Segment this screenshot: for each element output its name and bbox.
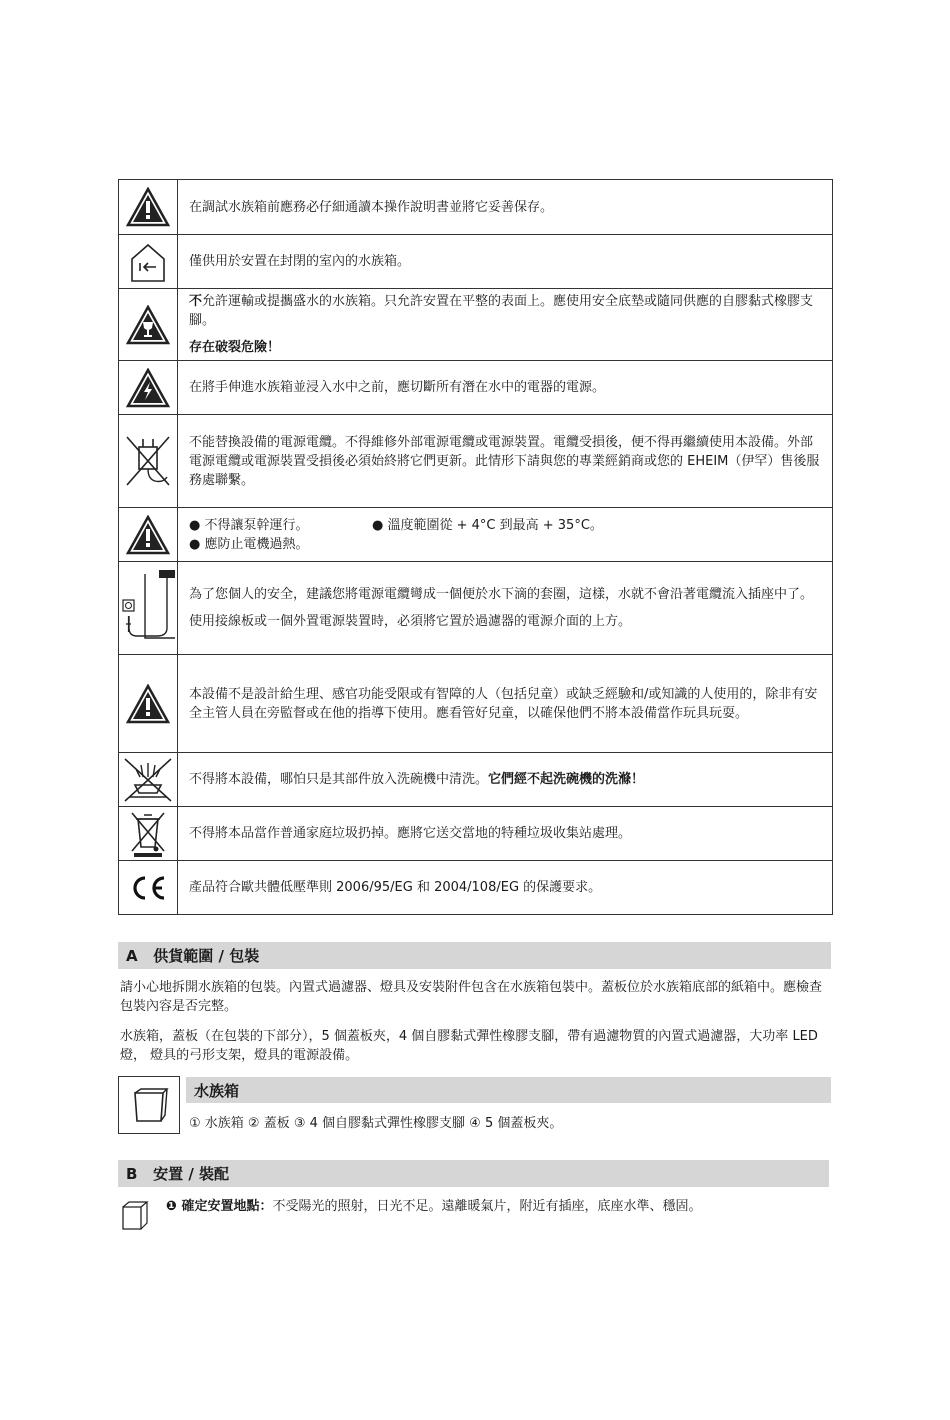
aquarium-box-icon [118, 1076, 180, 1134]
safety-text-bold: 不 [189, 294, 203, 309]
safety-text: 產品符合歐共體低壓準則 2006/95/EG 和 2004/108/EG 的保護要求。 [189, 880, 602, 895]
safety-row [119, 180, 832, 234]
aquarium-items: ① 水族箱 ② 蓋板 ③ 4 個自膠黏式彈性橡膠支腳 ④ 5 個蓋板夾。 [189, 1116, 563, 1131]
safety-text: 不能替換設備的電源電纜。不得維修外部電源電纜或電源裝置。電纜受損後，便不得再繼續使用本設備。外部電源電纜或電源裝置受損後必須始終將它們更新。此情形下請與您的專業經銷商或您的 EHEIM（伊罕）售後服務處聯繫。 [189, 434, 820, 488]
safety-text: 在調試水族箱前應務必仔細通讀本操作說明書並將它妥善保存。 [189, 199, 554, 215]
warning-triangle-icon [119, 508, 178, 561]
safety-row [119, 288, 832, 360]
safety-row [119, 806, 832, 860]
aquarium-subtitle: 水族箱 [194, 1081, 240, 1100]
bullet-item: ● 應防止電機過熱。 [189, 536, 309, 552]
safety-row [119, 507, 832, 561]
placement-box-icon [119, 1200, 149, 1230]
breakage-warning: 存在破裂危險！ [189, 340, 281, 355]
ce-mark-icon [119, 861, 178, 914]
section-a-title: A 供貨範圍 / 包裝 [126, 947, 260, 965]
crossed-bin-icon [119, 807, 178, 860]
no-dishwasher-icon [119, 753, 178, 806]
safety-text: 在將手伸進水族箱並浸入水中之前，應切斷所有潛在水中的電器的電源。 [189, 380, 606, 395]
step-text: 不受陽光的照射，日光不足。遠離暖氣片，附近有插座，底座水準、穩固。 [272, 1199, 702, 1214]
safety-text: 使用接線板或一個外置電源裝置時，必須將它置於過濾器的電源介面的上方。 [189, 614, 632, 629]
safety-text: 本設備不是設計給生理、感官功能受限或有智障的人（包括兒童）或缺乏經驗和/或知識的人使用的，除非有安全主管人員在旁監督或在他的指導下使用。應看管好兒童，以確保他們不將本設備當作玩具玩耍。 [189, 686, 818, 721]
safety-text: 允許運輸或提攜盛水的水族箱。只允許安置在平整的表面上。應使用安全底墊或隨同供應的自膠黏式橡膠支腳。 [189, 294, 814, 328]
fragile-glass-icon [119, 289, 178, 360]
section-a-paragraph: 請小心地拆開水族箱的包裝。內置式過濾器、燈具及安裝附件包含在水族箱包裝中。蓋板位於水族箱底部的紙箱中。應檢查包裝內容是否完整。 [120, 980, 823, 1014]
bullet-item: ● 不得讓泵幹運行。 [189, 517, 309, 533]
safety-row [119, 234, 832, 288]
safety-row [119, 414, 832, 507]
safety-text: 僅供用於安置在封閉的室內的水族箱。 [189, 254, 411, 269]
safety-row [119, 654, 832, 752]
section-b-header [118, 1160, 829, 1187]
safety-row [119, 360, 832, 414]
safety-text-bold: 它們經不起洗碗機的洗滌！ [488, 772, 645, 787]
warning-triangle-icon [119, 180, 178, 234]
section-b-title: B 安置 / 裝配 [126, 1165, 230, 1183]
safety-row [119, 561, 832, 654]
section-a-paragraph: 水族箱，蓋板（在包裝的下部分），5 個蓋板夾，4 個自膠黏式彈性橡膠支腳，帶有過濾物質的內置式過濾器，大功率 LED 燈， 燈具的弓形支架，燈具的電源設備。 [120, 1029, 818, 1063]
section-a-header [118, 942, 831, 969]
safety-text: 為了您個人的安全，建議您將電源電纜彎成一個便於水下滴的套圈，這樣，水就不會沿著電纜流入插座中了。 [189, 587, 814, 602]
aquarium-subheader [186, 1077, 831, 1103]
electric-hazard-icon [119, 361, 178, 414]
bullet-list [189, 516, 822, 554]
safety-row [119, 860, 832, 914]
safety-row [119, 752, 832, 806]
safety-text: 不得將本設備，哪怕只是其部件放入洗碗機中清洗。 [189, 772, 489, 787]
safety-table [118, 179, 833, 915]
warning-triangle-icon [119, 655, 178, 752]
step-label: ❶ 確定安置地點： [166, 1199, 273, 1214]
bullet-item: ● 溫度範圍從 + 4°C 到最高 + 35°C。 [372, 517, 603, 533]
indoor-house-icon [119, 235, 178, 288]
safety-text: 不得將本品當作普通家庭垃圾扔掉。應將它送交當地的特種垃圾收集站處理。 [189, 826, 632, 841]
no-cable-replace-icon [119, 415, 178, 507]
drip-loop-icon [119, 562, 178, 654]
